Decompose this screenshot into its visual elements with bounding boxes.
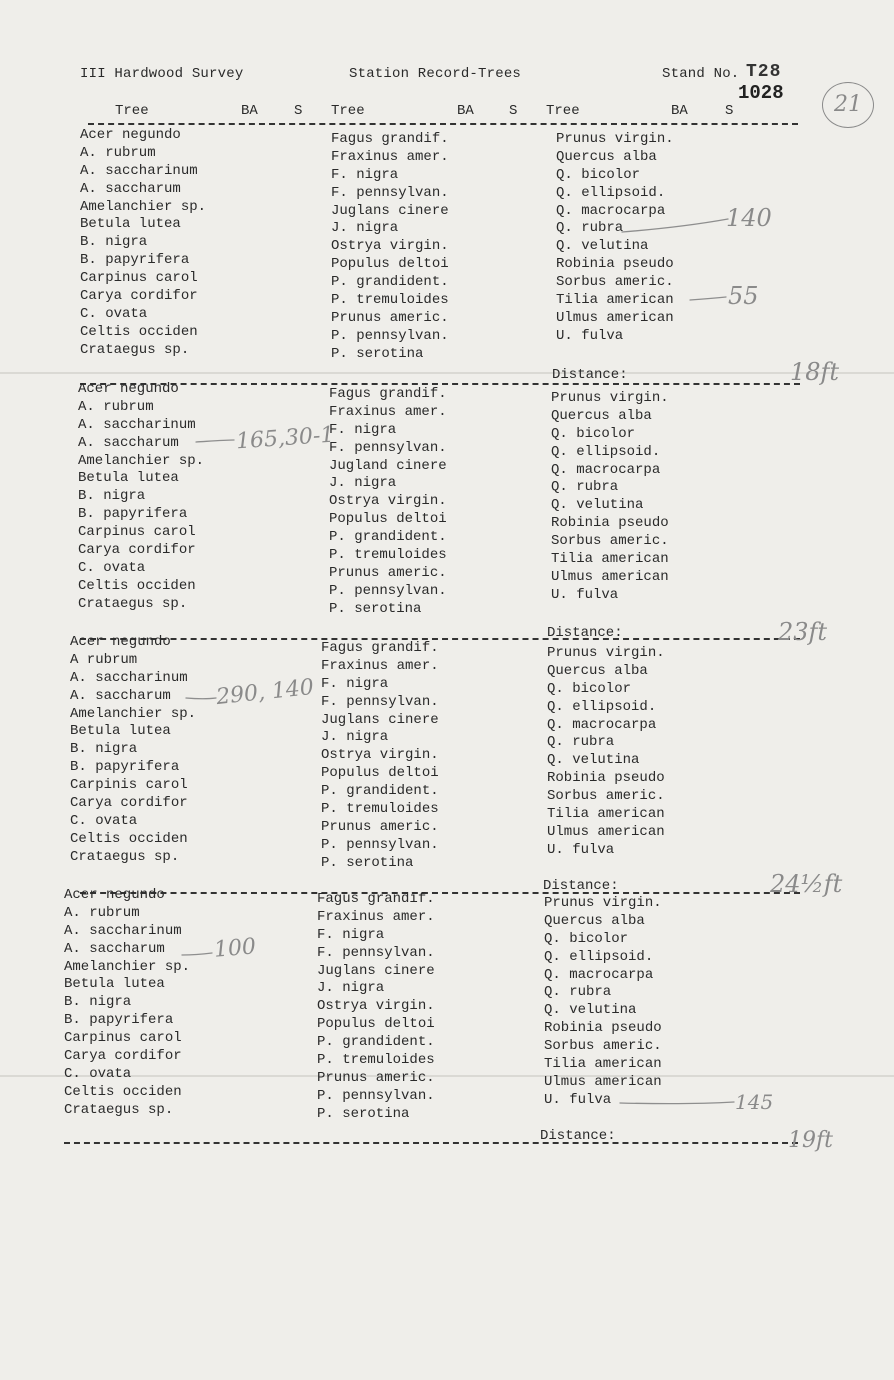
tree-name: Sorbus americ. [544, 1038, 662, 1055]
tree-name: Q. velutina [556, 238, 649, 255]
tree-name: F. nigra [331, 166, 399, 183]
tree-name: Tilia american [556, 292, 674, 309]
tree-name: P. tremuloides [331, 292, 449, 309]
tree-name: Prunus americ. [331, 309, 449, 326]
tree-name: Tilia american [547, 806, 665, 823]
stand-number-label: Stand No. [662, 66, 740, 82]
tree-name: B. nigra [80, 234, 148, 251]
distance-label: Distance: [552, 367, 628, 383]
tree-name: Q. rubra [544, 984, 612, 1001]
tree-name: Juglans cinere [317, 962, 435, 979]
tree-name: Sorbus americ. [551, 533, 669, 550]
tree-name: J. nigra [331, 220, 399, 237]
tree-name: Ostrya virgin. [321, 747, 439, 764]
tree-name: Q. rubra [556, 220, 624, 237]
tree-name: J. nigra [317, 980, 385, 997]
tree-name: Celtis occiden [80, 323, 198, 340]
tree-name: Populus deltoi [331, 256, 449, 273]
tree-name: F. nigra [329, 421, 397, 438]
tree-name: P. grandident. [317, 1034, 435, 1051]
tree-name: A. saccharinum [70, 669, 188, 686]
tree-name: B. papyrifera [70, 759, 180, 776]
tree-name: Fraxinus amer. [317, 908, 435, 925]
tree-name: Sorbus americ. [556, 274, 674, 291]
tree-name: Quercus alba [556, 148, 657, 165]
tree-name: Populus deltoi [321, 765, 439, 782]
stand-stamp-bottom: 1028 [738, 82, 784, 104]
col1-header-s: S [294, 103, 303, 119]
tree-name: Q. macrocarpa [556, 202, 666, 219]
tree-name: A. saccharum [78, 434, 179, 451]
tree-name: Ulmus american [556, 309, 674, 326]
tree-name: C. ovata [80, 305, 148, 322]
tree-name: P. tremuloides [317, 1052, 435, 1069]
col1-header-ba: BA [241, 103, 258, 119]
tree-name: B. nigra [70, 741, 138, 758]
tree-name: Fraxinus amer. [331, 148, 449, 165]
handwritten-distance: 23ft [778, 618, 828, 646]
tree-name: Q. bicolor [556, 166, 641, 183]
tree-name: Q. ellipsoid. [544, 948, 654, 965]
tree-name: Celtis occiden [78, 577, 196, 594]
tree-name: Q. ellipsoid. [547, 698, 657, 715]
tree-name: Carya cordifor [70, 795, 188, 812]
pointer-line-saccharum-3 [186, 698, 216, 699]
tree-name: Sorbus americ. [547, 788, 665, 805]
handwritten-ba-value: 140 [726, 204, 772, 232]
tree-name: Q. velutina [544, 1002, 637, 1019]
tree-name: Q. ellipsoid. [556, 184, 666, 201]
tree-name: F. pennsylvan. [331, 184, 449, 201]
tree-name: Q. macrocarpa [551, 461, 661, 478]
tree-name: Q. ellipsoid. [551, 443, 661, 460]
tree-name: Q. bicolor [547, 680, 632, 697]
tree-name: Ostrya virgin. [331, 238, 449, 255]
pointer-line-saccharum-2 [196, 440, 234, 442]
col3-header-ba: BA [671, 103, 688, 119]
tree-name: A. rubrum [80, 144, 156, 161]
tree-name: Fagus grandif. [329, 386, 447, 402]
tree-name: F. pennsylvan. [317, 944, 435, 961]
tree-name: U. fulva [544, 1091, 612, 1108]
tree-name: Acer negundo [70, 634, 171, 650]
tree-name: U. fulva [556, 327, 624, 344]
tree-name: P. pennsylvan. [321, 836, 439, 853]
tree-name: Amelanchier sp. [80, 198, 207, 215]
tree-name: Q. velutina [551, 497, 644, 514]
tree-name: Q. velutina [547, 752, 640, 769]
tree-name: J. nigra [329, 475, 397, 492]
tree-name: Jugland cinere [329, 457, 447, 474]
tree-name: J. nigra [321, 729, 389, 746]
tree-name: Q. bicolor [551, 425, 636, 442]
tree-name: Ulmus american [547, 823, 665, 840]
tree-name: Acer negundo [80, 127, 181, 143]
tree-name: A. rubrum [78, 398, 154, 415]
tree-name: Amelanchier sp. [64, 958, 191, 975]
tree-name: A. saccharum [80, 180, 181, 197]
handwritten-ba-value: 55 [728, 282, 759, 310]
tree-name: P. pennsylvan. [317, 1087, 435, 1104]
tree-name: P. grandident. [329, 529, 447, 546]
col3-header-s: S [725, 103, 734, 119]
tree-name: P. grandident. [321, 783, 439, 800]
tree-name: Carya cordifor [78, 542, 196, 559]
tree-name: C. ovata [64, 1065, 132, 1082]
tree-name: Amelanchier sp. [78, 452, 205, 469]
survey-title: III Hardwood Survey [80, 66, 244, 82]
tree-name: Ostrya virgin. [329, 493, 447, 510]
tree-name: Crataegus sp. [64, 1101, 174, 1118]
col2-header-tree: Tree [331, 103, 365, 119]
tree-name: U. fulva [551, 586, 619, 603]
tree-name: Carpinus carol [78, 524, 196, 541]
col2-header-s: S [509, 103, 518, 119]
tree-name: Juglans cinere [321, 711, 439, 728]
tree-name: Populus deltoi [329, 511, 447, 528]
tree-name: Robinia pseudo [556, 256, 674, 273]
tree-name: P. serotina [317, 1105, 410, 1122]
tree-name: Carpinus carol [64, 1030, 182, 1047]
distance-label: Distance: [547, 625, 623, 641]
sheet-number-circled: 21 [822, 82, 874, 128]
tree-name: Ostrya virgin. [317, 998, 435, 1015]
tree-name: Quercus alba [544, 912, 645, 929]
pointer-line-tilia [690, 297, 726, 300]
handwritten-distance: 19ft [788, 1128, 833, 1153]
tree-name: F. pennsylvan. [321, 693, 439, 710]
distance-label: Distance: [543, 878, 619, 894]
tree-name: B. nigra [64, 994, 132, 1011]
handwritten-ba-value: 165,30-1 [235, 422, 336, 455]
pointer-line-rubra [622, 219, 728, 232]
tree-name: Acer negundo [64, 887, 165, 903]
tree-name: Robinia pseudo [547, 770, 665, 787]
tree-name: Prunus virgin. [556, 131, 674, 147]
tree-name: Robinia pseudo [551, 515, 669, 532]
tree-name: U. fulva [547, 841, 615, 858]
tree-name: Juglans cinere [331, 202, 449, 219]
tree-name: Robinia pseudo [544, 1020, 662, 1037]
tree-name: B. nigra [78, 488, 146, 505]
tree-name: Prunus americ. [321, 818, 439, 835]
tree-name: Ulmus american [551, 568, 669, 585]
tree-name: P. serotina [331, 345, 424, 362]
tree-name: Prunus virgin. [544, 895, 662, 911]
tree-name: Fraxinus amer. [329, 403, 447, 420]
tree-name: Ulmus american [544, 1073, 662, 1090]
tree-name: Betula lutea [78, 470, 179, 487]
tree-name: P. tremuloides [321, 801, 439, 818]
tree-name: Betula lutea [64, 976, 165, 993]
tree-name: P. tremuloides [329, 547, 447, 564]
tree-name: Fagus grandif. [331, 131, 449, 147]
tree-name: A. rubrum [64, 904, 140, 921]
tree-name: Crataegus sp. [80, 341, 190, 358]
tree-name: P. pennsylvan. [329, 582, 447, 599]
tree-name: Prunus americ. [317, 1069, 435, 1086]
tree-name: Q. macrocarpa [544, 966, 654, 983]
handwritten-ba-value: 145 [735, 1090, 774, 1114]
distance-label: Distance: [540, 1128, 616, 1144]
pointer-line-saccharum-4 [182, 953, 212, 955]
tree-name: Quercus alba [551, 407, 652, 424]
tree-name: Prunus virgin. [551, 390, 669, 406]
tree-name: Celtis occiden [70, 830, 188, 847]
handwritten-ba-value: 100 [212, 934, 258, 963]
tree-name: Fagus grandif. [321, 640, 439, 656]
tree-name: Q. macrocarpa [547, 716, 657, 733]
col1-header-tree: Tree [115, 103, 149, 119]
tree-name: Carpinis carol [70, 777, 188, 794]
tree-name: Carpinus carol [80, 270, 198, 287]
tree-name: Prunus virgin. [547, 645, 665, 661]
stand-stamp-top: T28 [746, 62, 782, 82]
tree-name: A. saccharinum [64, 922, 182, 939]
tree-name: Q. rubra [547, 734, 615, 751]
tree-name: A. saccharinum [78, 416, 196, 433]
tree-name: A. saccharum [64, 940, 165, 957]
tree-name: Quercus alba [547, 662, 648, 679]
handwritten-distance: 24½ft [770, 870, 843, 898]
tree-name: C. ovata [70, 812, 138, 829]
tree-name: Carya cordifor [64, 1048, 182, 1065]
tree-name: B. papyrifera [78, 506, 188, 523]
tree-name: F. nigra [317, 926, 385, 943]
tree-name: Q. rubra [551, 479, 619, 496]
tree-name: A. saccharum [70, 687, 171, 704]
tree-name: P. serotina [321, 854, 414, 871]
tree-name: Tilia american [551, 551, 669, 568]
tree-name: A rubrum [70, 651, 138, 668]
col2-header-ba: BA [457, 103, 474, 119]
tree-name: Carya cordifor [80, 288, 198, 305]
tree-name: Prunus americ. [329, 564, 447, 581]
tree-name: F. pennsylvan. [329, 439, 447, 456]
tree-name: Amelanchier sp. [70, 705, 197, 722]
tree-name: F. nigra [321, 675, 389, 692]
handwritten-distance: 18ft [790, 358, 840, 386]
tree-name: B. papyrifera [80, 252, 190, 269]
tree-name: Fraxinus amer. [321, 657, 439, 674]
tree-name: Celtis occiden [64, 1083, 182, 1100]
tree-name: Crataegus sp. [70, 848, 180, 865]
tree-name: Acer negundo [78, 381, 179, 397]
tree-name: Betula lutea [70, 723, 171, 740]
col3-header-tree: Tree [546, 103, 580, 119]
tree-name: Crataegus sp. [78, 595, 188, 612]
tree-name: Populus deltoi [317, 1016, 435, 1033]
tree-name: A. saccharinum [80, 162, 198, 179]
tree-name: B. papyrifera [64, 1012, 174, 1029]
tree-name: Tilia american [544, 1056, 662, 1073]
record-title: Station Record-Trees [349, 66, 522, 82]
tree-name: Fagus grandif. [317, 891, 435, 907]
tree-name: P. pennsylvan. [331, 327, 449, 344]
tree-name: C. ovata [78, 559, 146, 576]
tree-name: P. grandident. [331, 274, 449, 291]
tree-name: Betula lutea [80, 216, 181, 233]
tree-name: Q. bicolor [544, 930, 629, 947]
tree-name: P. serotina [329, 600, 422, 617]
handwritten-ba-value: 290, 140 [214, 674, 316, 711]
pointer-line-fulva [620, 1102, 734, 1104]
